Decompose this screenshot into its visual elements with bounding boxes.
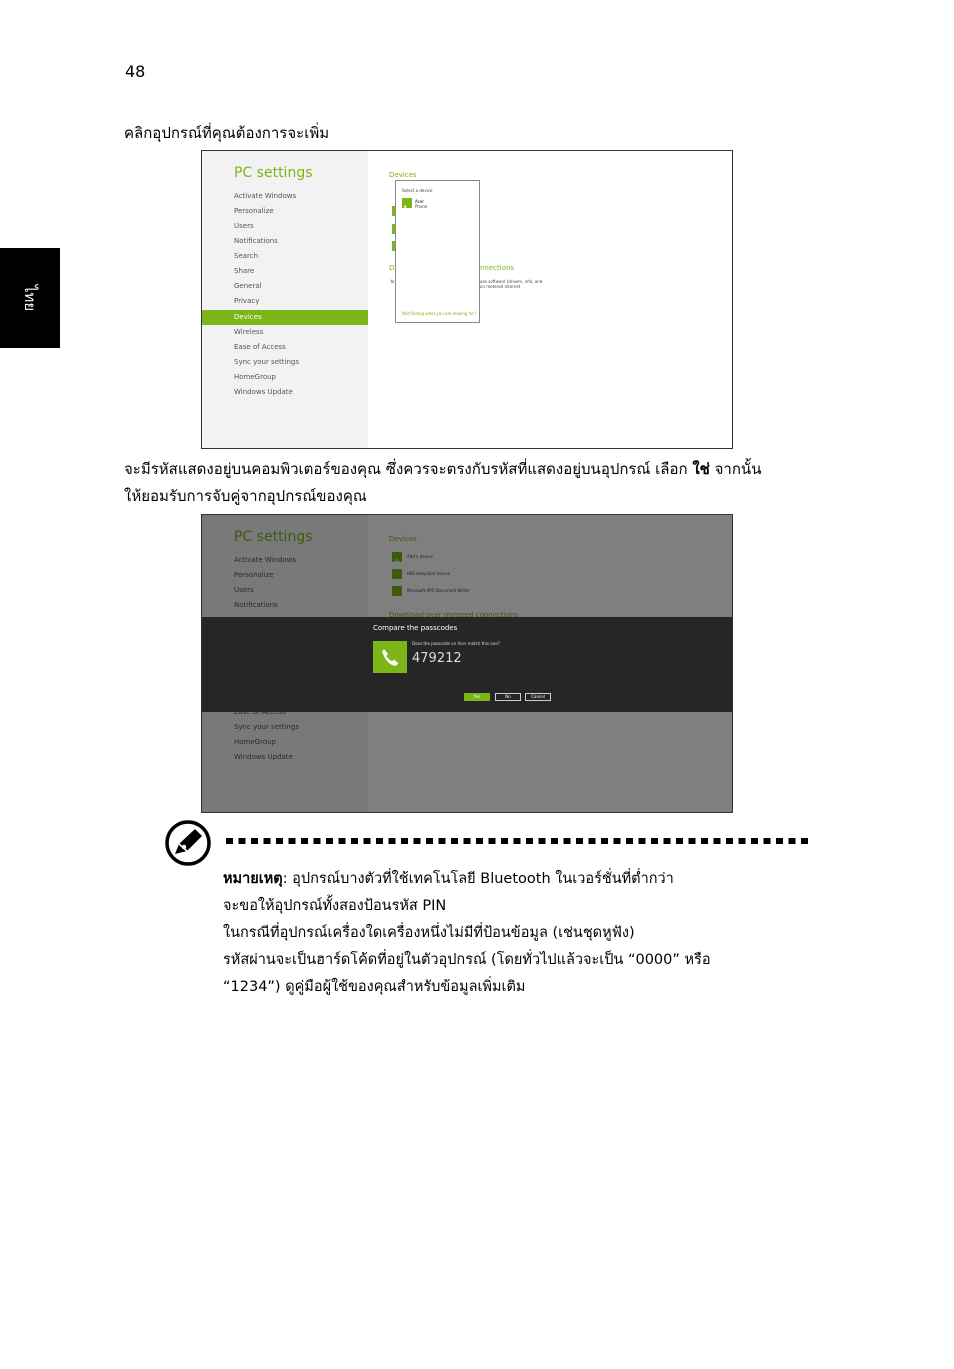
menu-item-users[interactable]: Users	[234, 222, 254, 230]
device-type: Phone	[415, 204, 428, 209]
popup-label: Select a device	[402, 188, 433, 193]
note-line-3: ในกรณีที่อุปกรณ์เครื่องใดเครื่องหนึ่งไม่มีที่ป้อนข้อมูล (เช่นชุดหูฟัง)	[223, 925, 635, 941]
screenshot-pc-settings-devices	[201, 150, 733, 449]
caption-compare-passcode	[124, 456, 761, 510]
note-line-1	[223, 866, 674, 893]
device-name-acer[interactable]: Acer	[415, 199, 424, 204]
note-pencil-icon	[165, 820, 211, 870]
phone-icon[interactable]	[402, 198, 412, 208]
caption-yes-bold: ใช่	[692, 460, 710, 478]
compare-passcodes-dialog	[202, 617, 732, 712]
caption-text-end: จากนั้น	[709, 460, 762, 478]
screenshot-compare-passcodes	[201, 514, 733, 813]
menu-item-activate-windows[interactable]: Activate Windows	[234, 192, 297, 200]
language-side-tab	[0, 248, 60, 348]
menu-item-devices-selected[interactable]	[202, 310, 368, 325]
devices-heading: Devices	[389, 171, 417, 179]
page-number: 48	[125, 62, 146, 81]
note-line-5: “1234”) ดูคู่มือผู้ใช้ของคุณสำหรับข้อมูลเพิ่มเติม	[223, 979, 526, 995]
note-dotted-rule	[226, 838, 810, 844]
menu-item-sync-settings[interactable]: Sync your settings	[234, 358, 299, 366]
section-heading-partial: D	[389, 264, 395, 272]
menu-item-ease-of-access[interactable]: Ease of Access	[234, 343, 286, 351]
section-text-partial: Yo	[390, 279, 395, 284]
note-line-4: รหัสผ่านจะเป็นฮาร์ดโค้ดที่อยู่ในตัวอุปกรณ์ (โดยทั่วไปแล้วจะเป็น “0000” หรือ	[223, 952, 711, 968]
yes-button[interactable]: Yes	[464, 693, 490, 701]
menu-item-homegroup[interactable]: HomeGroup	[234, 373, 276, 381]
passcode-value: 479212	[412, 651, 462, 666]
note-line-1-text: : อุปกรณ์บางตัวที่ใช้เทคโนโลยี Bluetooth ในเวอร์ชั่นที่ต่ำกว่า	[282, 871, 674, 887]
note-label: หมายเหตุ	[223, 871, 283, 887]
section-heading-partial-right: nnections	[480, 264, 515, 272]
note-line-2: จะขอให้อุปกรณ์ทั้งสองป้อนรหัส PIN	[223, 898, 447, 914]
caption-click-device: คลิกอุปกรณ์ที่คุณต้องการจะเพิ่ม	[124, 124, 330, 142]
menu-item-general[interactable]: General	[234, 282, 262, 290]
menu-item-search[interactable]: Search	[234, 252, 259, 260]
menu-item-windows-update[interactable]: Windows Update	[234, 388, 293, 396]
caption-line-2: ให้ยอมรับการจับคู่จากอุปกรณ์ของคุณ	[124, 487, 367, 505]
dialog-question: Does the passcode on Acer match this one?	[412, 641, 500, 646]
section-text-partial-right-2: on metered Internet	[480, 284, 521, 289]
dialog-title: Compare the passcodes	[373, 624, 458, 632]
section-text-partial-right: ase software (drivers, info, and	[480, 279, 543, 284]
menu-item-devices-label: Devices	[234, 313, 262, 321]
caption-text: จะมีรหัสแสดงอยู่บนคอมพิวเตอร์ของคุณ ซึ่งควรจะตรงกับรหัสที่แสดงอยู่บนอุปกรณ์ เลือก	[124, 460, 693, 478]
pc-settings-title: PC settings	[234, 165, 313, 181]
not-finding-link[interactable]: Not finding what you are looking for?	[402, 311, 477, 316]
menu-item-personalize[interactable]: Personalize	[234, 207, 274, 215]
select-device-popup	[395, 180, 480, 323]
phone-icon	[373, 641, 407, 673]
menu-item-notifications[interactable]: Notifications	[234, 237, 278, 245]
menu-item-wireless[interactable]: Wireless	[234, 328, 264, 336]
cancel-button[interactable]: Cancel	[525, 693, 551, 701]
menu-item-privacy[interactable]: Privacy	[234, 297, 260, 305]
side-tab-label: ไทย	[21, 284, 39, 312]
menu-item-share[interactable]: Share	[234, 267, 255, 275]
no-button[interactable]: No	[495, 693, 521, 701]
